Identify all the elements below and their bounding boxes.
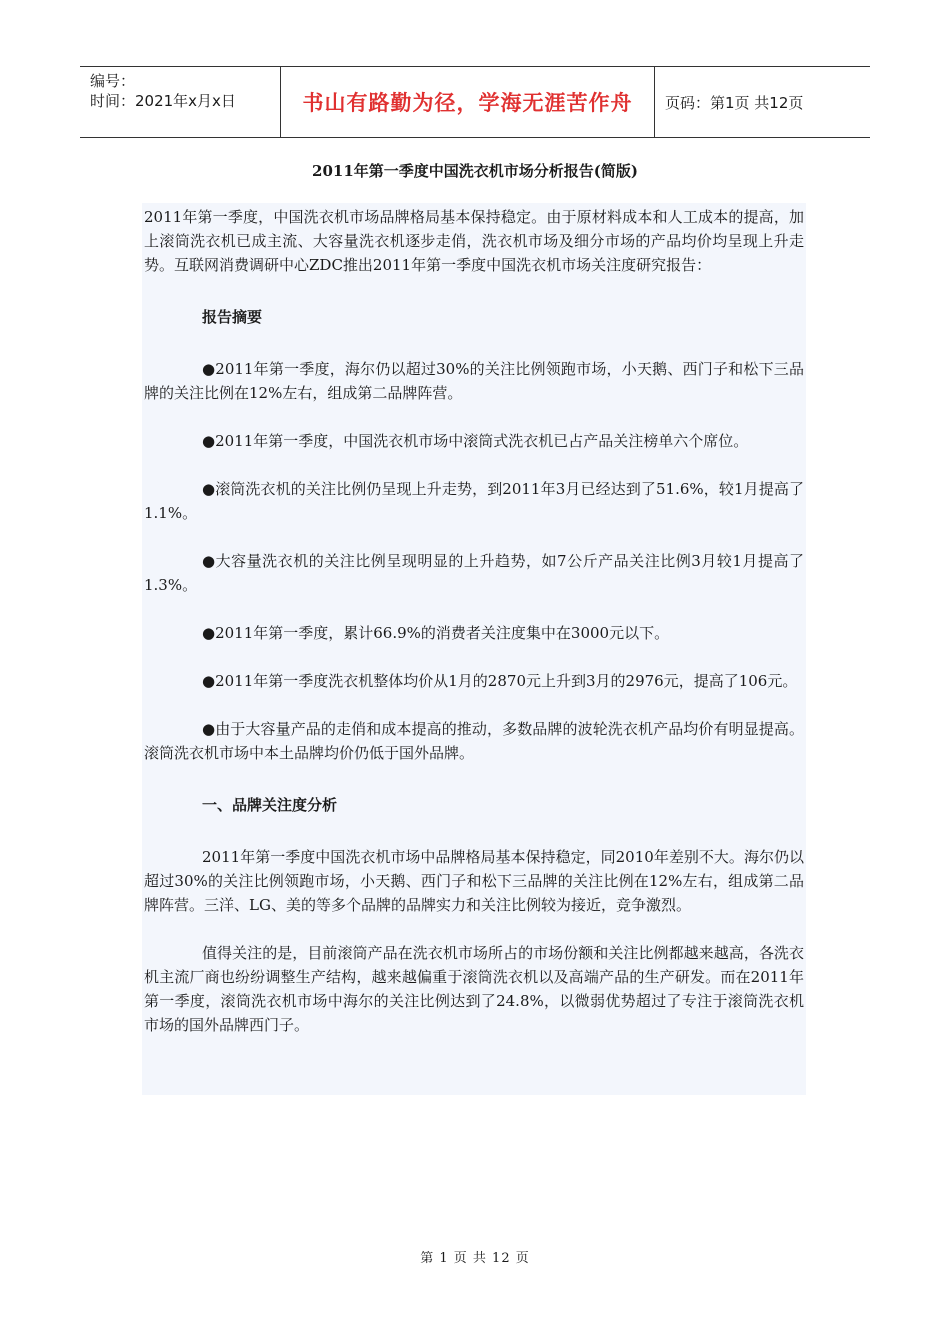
header-number-label: 编号： <box>90 72 136 90</box>
section1-heading: 一、品牌关注度分析 <box>202 796 338 814</box>
page-footer: 第 1 页 共 12 页 <box>420 1251 530 1266</box>
summary-bullet: ●滚筒洗衣机的关注比例仍呈现上升走势，到2011年3月已经达到了51.6%，较1月提高了1.1%。 <box>144 480 804 522</box>
section1-paragraph: 2011年第一季度中国洗衣机市场中品牌格局基本保持稳定，同2010年差别不大。海尔仍以超过30%的关注比例领跑市场，小天鹅、西门子和松下三品牌的关注比例在12%左右，组成第二品牌阵营。三洋、LG、美的等多个品牌的品牌实力和关注比例较为接近，竞争激烈。 <box>144 848 804 914</box>
document-header <box>80 66 870 138</box>
header-meta <box>80 67 280 137</box>
summary-heading: 报告摘要 <box>202 308 263 326</box>
intro-paragraph: 2011年第一季度，中国洗衣机市场品牌格局基本保持稳定。由于原材料成本和人工成本的提高，加上滚筒洗衣机已成主流、大容量洗衣机逐步走俏，洗衣机市场及细分市场的产品均价均呈现上升走势。互联网消费调研中心ZDC推出2011年第一季度中国洗衣机市场关注度研究报告： <box>144 208 804 274</box>
summary-bullet: ●大容量洗衣机的关注比例呈现明显的上升趋势，如7公斤产品关注比例3月较1月提高了1.3%。 <box>144 552 804 594</box>
document-title: 2011年第一季度中国洗衣机市场分析报告(简版) <box>312 162 638 180</box>
summary-bullet: ●由于大容量产品的走俏和成本提高的推动，多数品牌的波轮洗衣机产品均价有明显提高。滚筒洗衣机市场中本土品牌均价仍低于国外品牌。 <box>144 720 804 762</box>
header-motto: 书山有路勤为径，学海无涯苦作舟 <box>280 67 655 137</box>
section1-paragraph: 值得关注的是，目前滚筒产品在洗衣机市场所占的市场份额和关注比例都越来越高，各洗衣机主流厂商也纷纷调整生产结构，越来越偏重于滚筒洗衣机以及高端产品的生产研发。而在2011年第一季度，滚筒洗衣机市场中海尔的关注比例达到了24.8%，以微弱优势超过了专注于滚筒洗衣机市场的国外品牌西门子。 <box>144 944 804 1034</box>
summary-bullet: ●2011年第一季度，累计66.9%的消费者关注度集中在3000元以下。 <box>202 624 670 642</box>
report-body <box>142 203 806 1095</box>
header-page-info: 页码：第1页 共12页 <box>665 93 804 112</box>
header-time-label: 时间：2021年x月x日 <box>90 92 236 110</box>
summary-bullet: ●2011年第一季度，中国洗衣机市场中滚筒式洗衣机已占产品关注榜单六个席位。 <box>202 432 749 450</box>
summary-bullet: ●2011年第一季度，海尔仍以超过30%的关注比例领跑市场，小天鹅、西门子和松下三品牌的关注比例在12%左右，组成第二品牌阵营。 <box>144 360 804 402</box>
summary-bullet: ●2011年第一季度洗衣机整体均价从1月的2870元上升到3月的2976元，提高了106元。 <box>202 672 798 690</box>
